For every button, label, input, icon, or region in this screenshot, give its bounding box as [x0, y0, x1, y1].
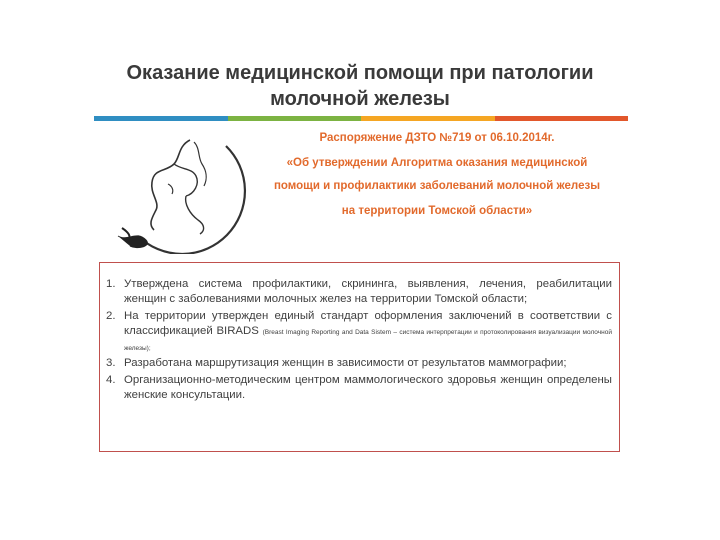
woman-silhouette-icon: [108, 124, 248, 254]
title-divider: [94, 116, 628, 121]
list-item-note: (Breast Imaging Reporting and Data Sistem – система интерпретации и протоколирования визуализации молочной железы);: [124, 328, 613, 352]
order-subtitle-line-3: на территории Томской области»: [341, 205, 533, 217]
list-item-text: Организационно-методическим центром маммологического здоровья женщин определены женские консультации.: [124, 374, 612, 401]
list-item-number: 4.: [106, 374, 116, 386]
divider-segment-blue: [94, 116, 228, 121]
divider-segment-green: [228, 116, 362, 121]
list-item-number: 1.: [106, 278, 116, 290]
list-item-number: 3.: [106, 357, 116, 369]
order-title: Распоряжение ДЗТО №719 от 06.10.2014г.: [319, 132, 555, 144]
list-item: [106, 309, 612, 357]
list-item-text: На территории утвержден единый стандарт оформления заключений в соответствии с классификацией BIRADS: [124, 310, 612, 337]
list-item: [106, 277, 612, 306]
divider-segment-orange: [495, 116, 629, 121]
content-box: [99, 262, 620, 452]
order-subtitle-line-2: помощи и профилактики заболеваний молочной железы: [273, 180, 601, 192]
list-item: [106, 373, 612, 402]
divider-segment-yellow: [361, 116, 495, 121]
list-item-text: Разработана маршрутизация женщин в зависимости от результатов маммографии;: [124, 357, 567, 369]
order-subtitle-line-1: «Об утверждении Алгоритма оказания медицинской: [286, 157, 588, 169]
list-item: [106, 356, 612, 371]
list-item-text: Утверждена система профилактики, скрининга, выявления, лечения, реабилитации женщин с заболеваниями молочных желез на территории Томской области;: [124, 278, 612, 305]
list-item-text-wrapper: [124, 309, 612, 357]
list-item-number: 2.: [106, 310, 116, 322]
page-title-line-1: Оказание медицинской помощи при патологии: [126, 62, 594, 84]
page-title-line-2: молочной железы: [270, 88, 450, 110]
